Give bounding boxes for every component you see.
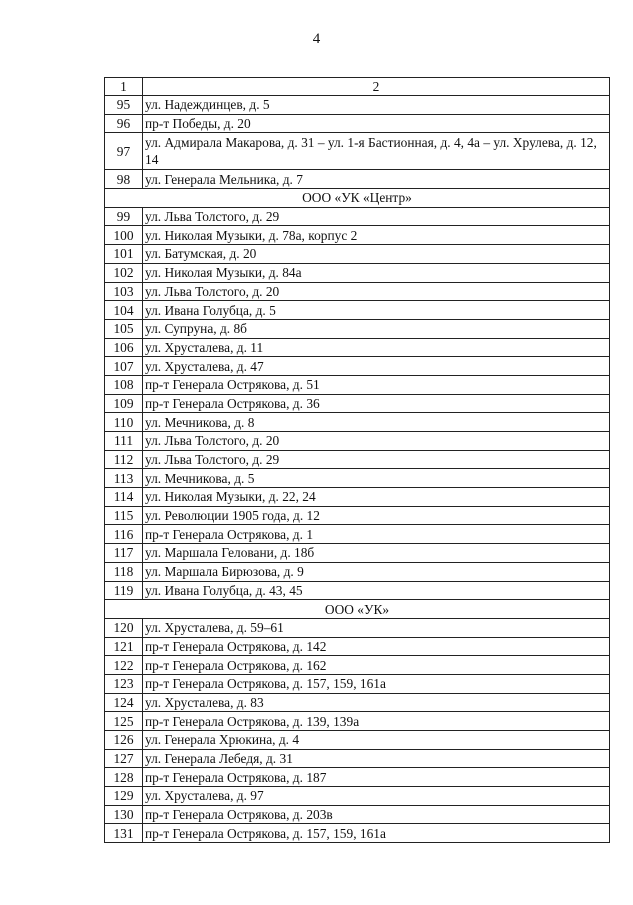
- row-number: 128: [105, 768, 143, 787]
- row-address: пр-т Генерала Острякова, д. 139, 139а: [143, 712, 610, 731]
- table-row: [105, 413, 610, 432]
- row-number: 129: [105, 787, 143, 806]
- row-address: ул. Генерала Хрюкина, д. 4: [143, 731, 610, 750]
- row-address: ул. Хрусталева, д. 47: [143, 357, 610, 376]
- table-row: [105, 338, 610, 357]
- table-row: [105, 207, 610, 226]
- row-address: ул. Николая Музыки, д. 84а: [143, 263, 610, 282]
- row-number: 127: [105, 749, 143, 768]
- table-body: [105, 96, 610, 843]
- row-address: ул. Генерала Мельника, д. 7: [143, 170, 610, 189]
- table-row: [105, 301, 610, 320]
- row-number: 124: [105, 693, 143, 712]
- row-address: ул. Льва Толстого, д. 20: [143, 432, 610, 451]
- row-number: 117: [105, 544, 143, 563]
- row-address: пр-т Генерала Острякова, д. 157, 159, 161а: [143, 824, 610, 843]
- row-address: ул. Революции 1905 года, д. 12: [143, 506, 610, 525]
- table-row: [105, 375, 610, 394]
- row-number: 112: [105, 450, 143, 469]
- row-address: пр-т Генерала Острякова, д. 51: [143, 375, 610, 394]
- row-number: 121: [105, 637, 143, 656]
- table-row: [105, 525, 610, 544]
- table-row: [105, 768, 610, 787]
- table-row: [105, 170, 610, 189]
- table-row: [105, 618, 610, 637]
- row-number: 125: [105, 712, 143, 731]
- section-header-row: [105, 189, 610, 208]
- row-address: ул. Ивана Голубца, д. 5: [143, 301, 610, 320]
- table-row: [105, 357, 610, 376]
- row-address: пр-т Генерала Острякова, д. 187: [143, 768, 610, 787]
- row-address: пр-т Генерала Острякова, д. 157, 159, 161а: [143, 674, 610, 693]
- row-address: ул. Льва Толстого, д. 29: [143, 207, 610, 226]
- row-number: 111: [105, 432, 143, 451]
- row-number: 123: [105, 674, 143, 693]
- address-table: [104, 77, 610, 843]
- row-number: 116: [105, 525, 143, 544]
- table-row: [105, 506, 610, 525]
- row-address: ул. Льва Толстого, д. 20: [143, 282, 610, 301]
- row-number: 130: [105, 805, 143, 824]
- table-row: [105, 805, 610, 824]
- table-row: [105, 731, 610, 750]
- row-number: 106: [105, 338, 143, 357]
- row-number: 109: [105, 394, 143, 413]
- row-number: 113: [105, 469, 143, 488]
- row-address: ул. Супруна, д. 8б: [143, 319, 610, 338]
- row-address: ул. Хрусталева, д. 83: [143, 693, 610, 712]
- page-number: 4: [312, 31, 321, 47]
- row-address: ул. Хрусталева, д. 11: [143, 338, 610, 357]
- row-number: 102: [105, 263, 143, 282]
- table-row: [105, 226, 610, 245]
- row-address: ул. Мечникова, д. 8: [143, 413, 610, 432]
- row-number: 95: [105, 96, 143, 115]
- table-row: [105, 394, 610, 413]
- row-address: ул. Николая Музыки, д. 78а, корпус 2: [143, 226, 610, 245]
- row-number: 114: [105, 488, 143, 507]
- row-number: 122: [105, 656, 143, 675]
- row-number: 120: [105, 618, 143, 637]
- row-number: 119: [105, 581, 143, 600]
- row-number: 108: [105, 375, 143, 394]
- table-row: [105, 319, 610, 338]
- table-row: [105, 469, 610, 488]
- table-row: [105, 488, 610, 507]
- table-row: [105, 581, 610, 600]
- row-address: ул. Ивана Голубца, д. 43, 45: [143, 581, 610, 600]
- table-row: [105, 656, 610, 675]
- section-header-row: [105, 600, 610, 619]
- table-row: [105, 544, 610, 563]
- table-row: [105, 263, 610, 282]
- row-address: ул. Льва Толстого, д. 29: [143, 450, 610, 469]
- row-number: 107: [105, 357, 143, 376]
- row-address: пр-т Генерала Острякова, д. 142: [143, 637, 610, 656]
- table-row: [105, 96, 610, 115]
- row-number: 96: [105, 114, 143, 133]
- row-address: пр-т Генерала Острякова, д. 1: [143, 525, 610, 544]
- table-row: [105, 282, 610, 301]
- row-number: 101: [105, 245, 143, 264]
- table-row: [105, 824, 610, 843]
- row-number: 118: [105, 562, 143, 581]
- row-address: ул. Хрусталева, д. 59–61: [143, 618, 610, 637]
- table-row: [105, 562, 610, 581]
- table-row: [105, 787, 610, 806]
- row-address: ул. Надеждинцев, д. 5: [143, 96, 610, 115]
- table-row: [105, 450, 610, 469]
- table-row: [105, 712, 610, 731]
- row-address: ул. Мечникова, д. 5: [143, 469, 610, 488]
- table-row: [105, 432, 610, 451]
- row-number: 110: [105, 413, 143, 432]
- row-address: пр-т Генерала Острякова, д. 162: [143, 656, 610, 675]
- table-row: [105, 637, 610, 656]
- row-number: 103: [105, 282, 143, 301]
- header-cell-number: 1: [105, 78, 143, 96]
- table-row: [105, 133, 610, 170]
- row-number: 100: [105, 226, 143, 245]
- row-address: пр-т Генерала Острякова, д. 36: [143, 394, 610, 413]
- row-number: 104: [105, 301, 143, 320]
- row-address: пр-т Победы, д. 20: [143, 114, 610, 133]
- table-row: [105, 674, 610, 693]
- row-number: 131: [105, 824, 143, 843]
- table-row: [105, 693, 610, 712]
- row-address: ул. Батумская, д. 20: [143, 245, 610, 264]
- row-address: ул. Маршала Геловани, д. 18б: [143, 544, 610, 563]
- row-address: ул. Хрусталева, д. 97: [143, 787, 610, 806]
- section-label: ООО «УК»: [105, 600, 610, 619]
- row-number: 105: [105, 319, 143, 338]
- row-number: 98: [105, 170, 143, 189]
- row-number: 97: [105, 133, 143, 170]
- row-number: 99: [105, 207, 143, 226]
- table-row: [105, 114, 610, 133]
- row-number: 126: [105, 731, 143, 750]
- table-row: [105, 749, 610, 768]
- header-cell-address: 2: [143, 78, 610, 96]
- row-address: ул. Адмирала Макарова, д. 31 – ул. 1-я Бастионная, д. 4, 4а – ул. Хрулева, д. 12, 14: [143, 133, 610, 170]
- row-address: ул. Николая Музыки, д. 22, 24: [143, 488, 610, 507]
- table-row: [105, 245, 610, 264]
- row-number: 115: [105, 506, 143, 525]
- row-address: пр-т Генерала Острякова, д. 203в: [143, 805, 610, 824]
- section-label: ООО «УК «Центр»: [105, 189, 610, 208]
- row-address: ул. Маршала Бирюзова, д. 9: [143, 562, 610, 581]
- row-address: ул. Генерала Лебедя, д. 31: [143, 749, 610, 768]
- table-header-row: [105, 78, 610, 96]
